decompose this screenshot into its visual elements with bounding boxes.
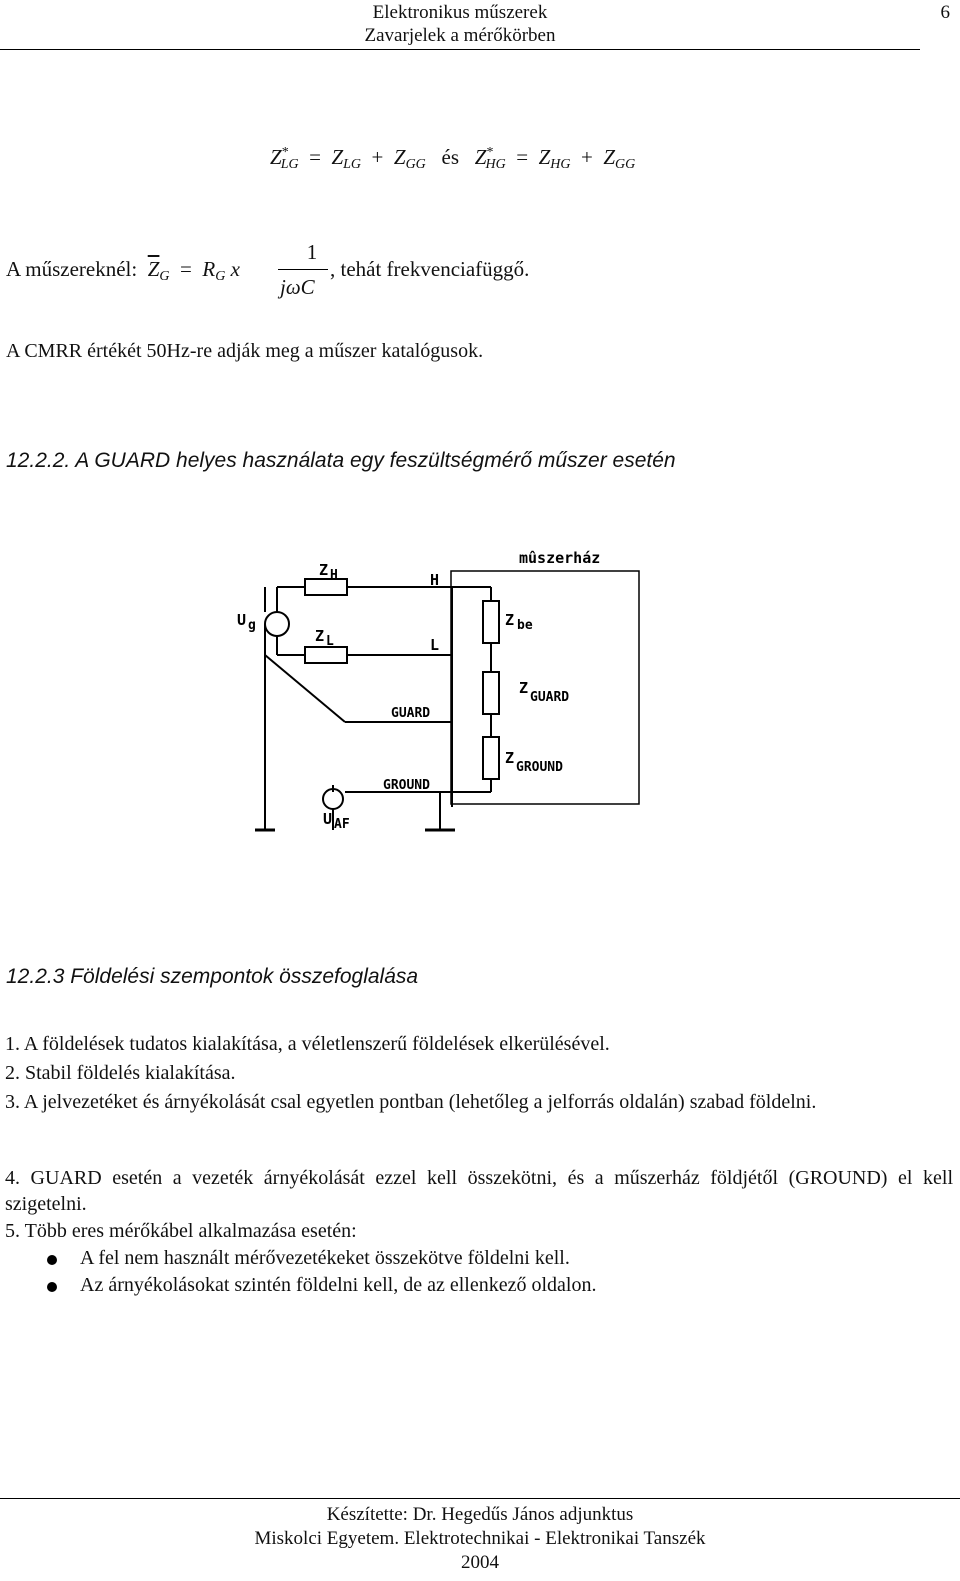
equation-suffix: , tehát frekvenciafüggő. — [330, 257, 530, 281]
bullet-item-2: Az árnyékolásokat szintén földelni kell, de az ellenkező oldalon. — [80, 1274, 597, 1296]
ground-label: GROUND — [383, 778, 430, 793]
equation-guard-impedance: A műszereknél: $\overline{Z}_G = R_G$ x — [6, 257, 240, 284]
zguard-label: Z — [519, 679, 529, 697]
footer-year: 2004 — [461, 1552, 499, 1573]
list-item-3: 3. A jelvezetéket és árnyékolását csal egyetlen pontban (lehetőleg a jelforrás oldalán) szabad földelni. — [5, 1091, 817, 1113]
zguard-sub: GUARD — [530, 690, 570, 705]
bullet-dot — [47, 1255, 57, 1265]
bullet-item-1: A fel nem használt mérővezetékeket összekötve földelni kell. — [80, 1247, 570, 1269]
h-label: H — [430, 571, 440, 589]
housing-label: mûszerház — [519, 549, 601, 567]
list-item-2: 2. Stabil földelés kialakítása. — [5, 1062, 236, 1084]
zground-sub: GROUND — [516, 760, 563, 775]
guard-circuit-diagram — [215, 537, 672, 855]
list-item-4: 4. GUARD esetén a vezeték árnyékolását ezzel kell összekötni, és a műszerház földjétől (GROUND) el kell szigetelni. — [5, 1167, 953, 1215]
ug-label: U — [237, 611, 247, 629]
equation-impedances: $Z^*_{LG} = Z_{LG} + Z_{GG}$ és $Z^*_{HG} = Z_{HG} + Z_{GG}$ — [270, 145, 636, 172]
fraction-numerator: 1 — [306, 240, 318, 264]
list-item-1: 1. A földelések tudatos kialakítása, a véletlenszerű földelések elkerülésével. — [5, 1033, 610, 1055]
section-title-grounding: 12.2.3 Földelési szempontok összefoglalása — [6, 965, 419, 988]
uaf-label: U — [323, 810, 333, 828]
zground-label: Z — [505, 749, 515, 767]
zh-sub: H — [330, 568, 338, 583]
footer-rule — [0, 1498, 960, 1499]
fraction-bar — [278, 269, 328, 270]
zl-label: Z — [315, 627, 325, 645]
fraction-denominator: jωC — [280, 275, 315, 299]
header-title: Elektronikus műszerek — [372, 2, 548, 23]
zl-sub: L — [326, 634, 334, 649]
section-title-guard: 12.2.2. A GUARD helyes használata egy feszültségmérő műszer esetén — [6, 449, 676, 472]
footer-institution: Miskolci Egyetem. Elektrotechnikai - Elektronikai Tanszék — [254, 1528, 706, 1549]
cmrr-sentence: A CMRR értékét 50Hz-re adják meg a műszer katalógusok. — [6, 340, 484, 362]
zh-label: Z — [319, 561, 329, 579]
ug-source-symbol — [265, 612, 289, 636]
bullet-dot — [47, 1282, 57, 1292]
footer-author: Készítette: Dr. Hegedűs János adjunktus — [326, 1504, 634, 1525]
zbe-label: Z — [505, 611, 515, 629]
ug-sub: g — [248, 618, 256, 633]
header-subtitle: Zavarjelek a mérőkörben — [364, 25, 556, 46]
list-item-5: 5. Több eres mérőkábel alkalmazása esetén: — [5, 1220, 357, 1242]
guard-label: GUARD — [391, 706, 431, 721]
page-number: 6 — [940, 2, 950, 23]
header-rule — [0, 49, 920, 50]
uaf-sub: AF — [334, 817, 350, 832]
l-label: L — [430, 636, 440, 654]
zbe-sub: be — [517, 618, 533, 633]
